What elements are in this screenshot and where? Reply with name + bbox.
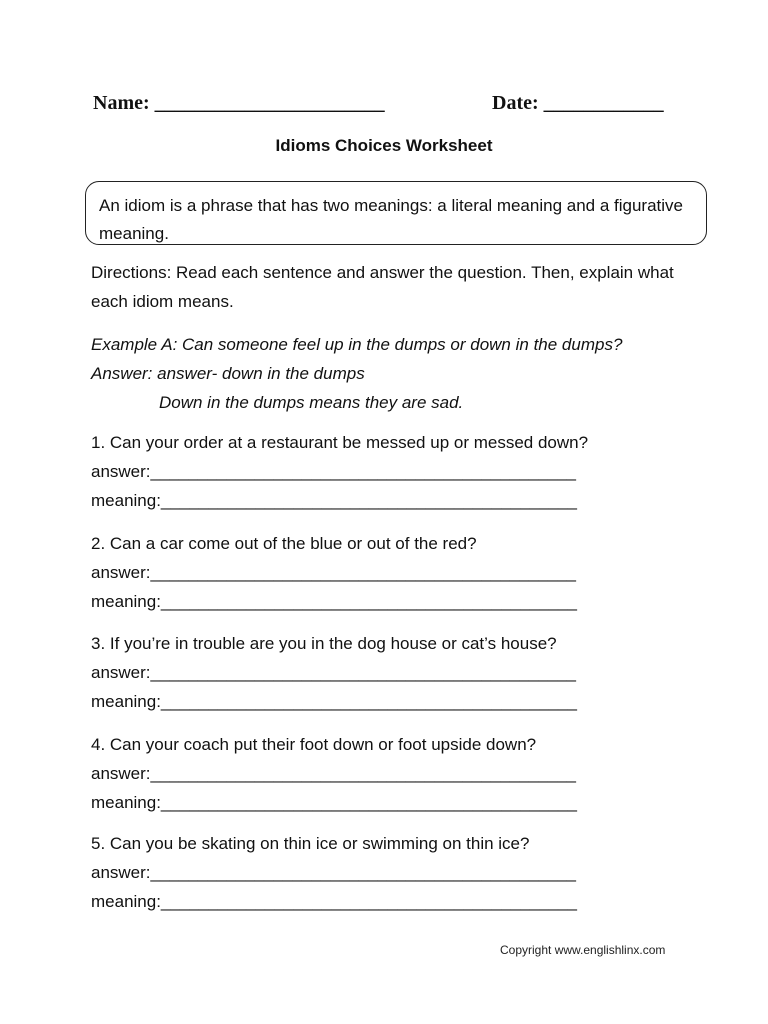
answer-line: answer:_____________________________________________ — [91, 462, 576, 481]
example-question: Example A: Can someone feel up in the dumps or down in the dumps? — [91, 335, 623, 354]
example-block — [91, 330, 711, 417]
name-field: Name: _______________________ — [93, 92, 385, 114]
worksheet-title: Idioms Choices Worksheet — [275, 136, 493, 155]
example-answer: Answer: answer- down in the dumps — [91, 364, 365, 383]
answer-line: answer:_____________________________________________ — [91, 563, 576, 582]
question-item — [91, 428, 711, 515]
question-text: 5. Can you be skating on thin ice or swimming on thin ice? — [91, 834, 530, 853]
meaning-line: meaning:____________________________________________ — [91, 692, 577, 711]
example-meaning: Down in the dumps means they are sad. — [159, 393, 464, 412]
directions-text: Directions: Read each sentence and answer the question. Then, explain what each idiom means. — [91, 263, 674, 311]
meaning-line: meaning:____________________________________________ — [91, 793, 577, 812]
meaning-line: meaning:____________________________________________ — [91, 892, 577, 911]
question-text: 3. If you’re in trouble are you in the dog house or cat’s house? — [91, 634, 557, 653]
question-item — [91, 829, 711, 916]
answer-line: answer:_____________________________________________ — [91, 863, 576, 882]
question-text: 1. Can your order at a restaurant be messed up or messed down? — [91, 433, 589, 452]
definition-box — [85, 181, 707, 245]
header-row — [93, 92, 693, 120]
definition-text: An idiom is a phrase that has two meanings: a literal meaning and a figurative meaning. — [99, 196, 683, 243]
question-item — [91, 629, 711, 716]
question-text: 2. Can a car come out of the blue or out of the red? — [91, 534, 477, 553]
meaning-line: meaning:____________________________________________ — [91, 592, 577, 611]
answer-line: answer:_____________________________________________ — [91, 764, 576, 783]
question-item — [91, 730, 711, 817]
copyright-footer: Copyright www.englishlinx.com — [500, 943, 666, 957]
question-text: 4. Can your coach put their foot down or foot upside down? — [91, 735, 537, 754]
question-item — [91, 529, 711, 616]
date-field: Date: ____________ — [492, 92, 664, 114]
meaning-line: meaning:____________________________________________ — [91, 491, 577, 510]
answer-line: answer:_____________________________________________ — [91, 663, 576, 682]
